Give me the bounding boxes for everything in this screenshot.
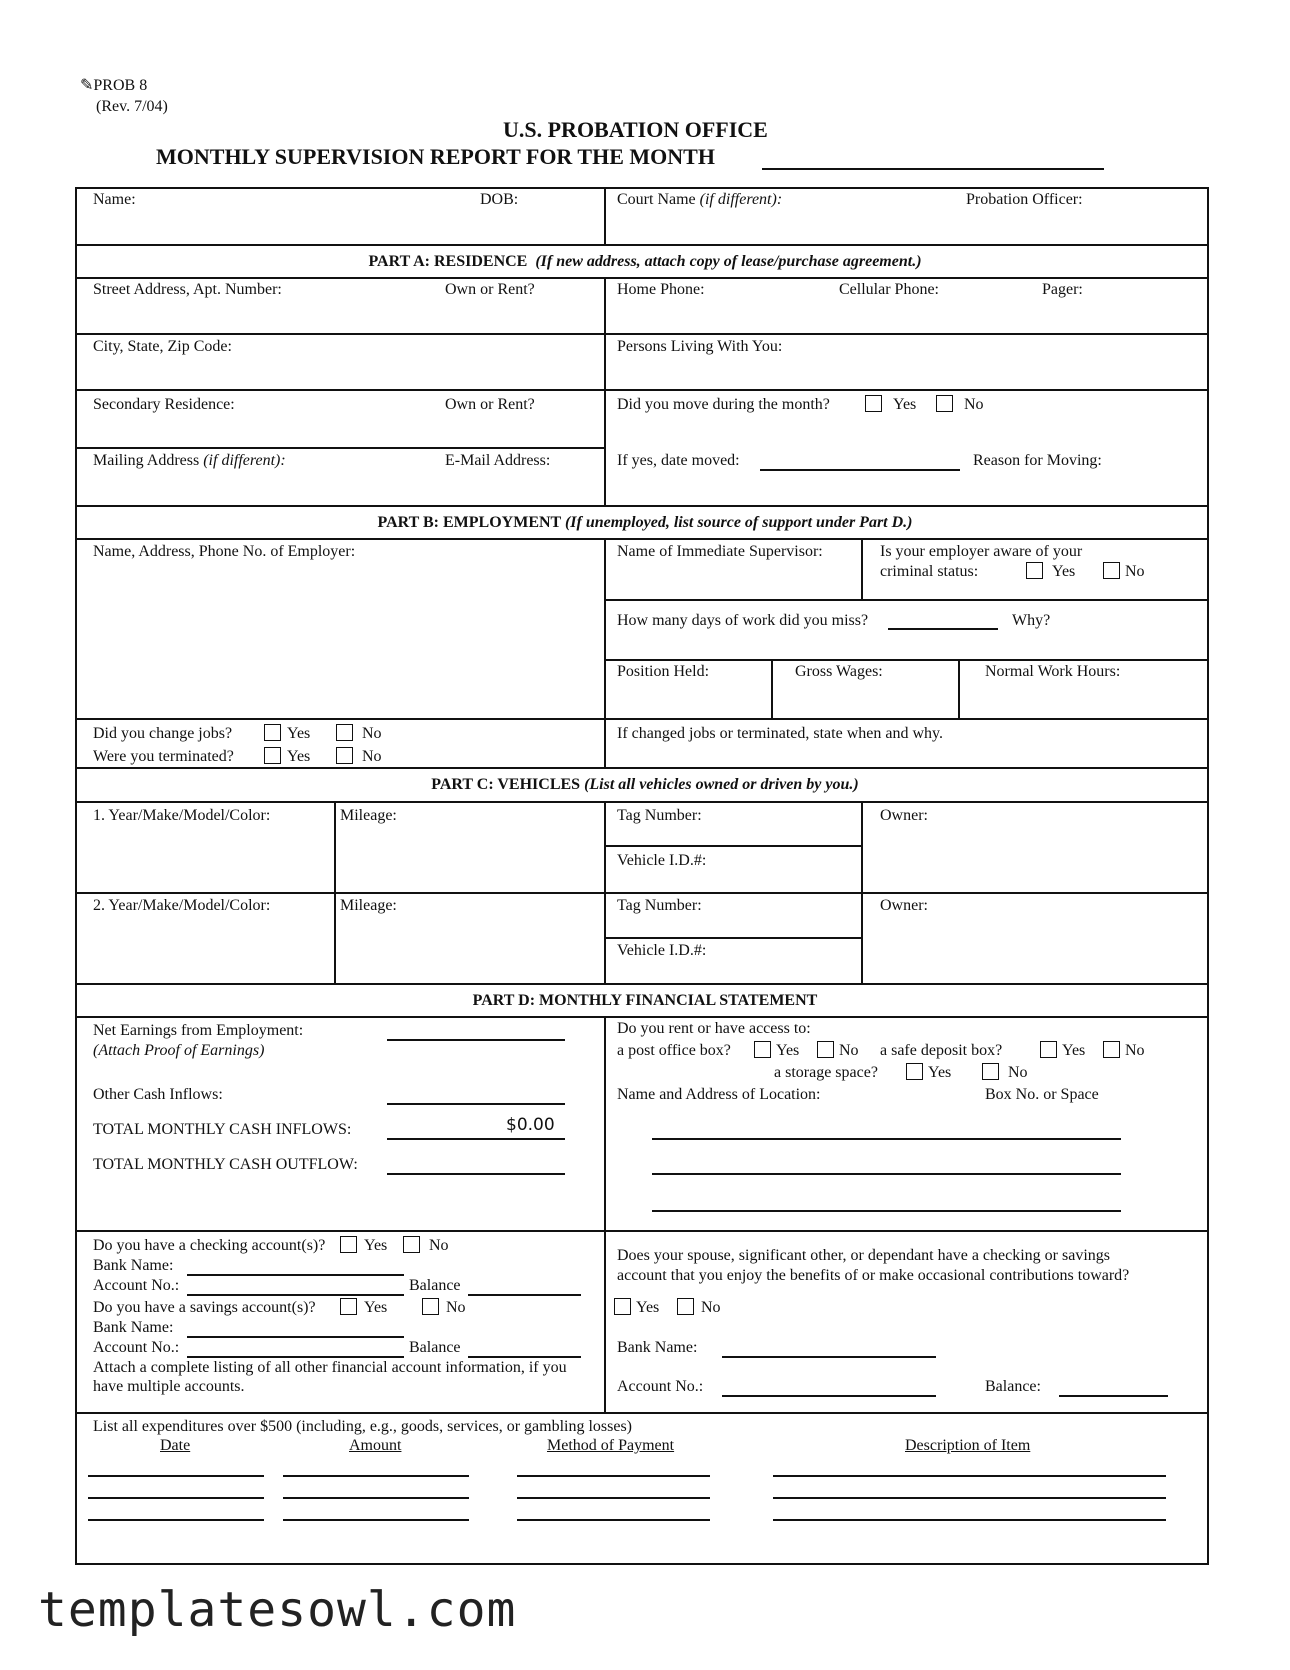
storage-yes-label: Yes	[928, 1064, 952, 1081]
wages-label: Gross Wages:	[795, 663, 883, 680]
po-box-no-label: No	[839, 1042, 859, 1059]
col-description-header: Description of Item	[905, 1437, 1031, 1454]
attach-proof-label: (Attach Proof of Earnings)	[93, 1042, 265, 1059]
aware-no-checkbox[interactable]	[1103, 562, 1120, 579]
divider	[604, 599, 1209, 601]
vehicle-1-label: 1. Year/Make/Model/Color:	[93, 807, 271, 824]
expenditures-label: List all expenditures over $500 (including, e.g., goods, services, or gambling losses)	[93, 1418, 633, 1435]
spouse-question-1: Does your spouse, significant other, or dependant have a checking or savings	[617, 1247, 1110, 1264]
divider	[75, 718, 1209, 720]
spouse-question-2: account that you enjoy the benefits of or make occasional contributions toward?	[617, 1267, 1130, 1284]
spouse-no-checkbox[interactable]	[677, 1298, 694, 1315]
checking-no-checkbox[interactable]	[403, 1236, 420, 1253]
change-jobs-yes-checkbox[interactable]	[264, 724, 281, 741]
vehicle-2-owner-label: Owner:	[880, 897, 928, 914]
days-missed-field[interactable]	[888, 628, 998, 630]
divider	[75, 1412, 1209, 1414]
total-inflows-value: $0.00	[506, 1115, 555, 1135]
part-b-header: PART B: EMPLOYMENT (If unemployed, list source of support under Part D.)	[377, 514, 913, 531]
box-no-label: Box No. or Space	[985, 1086, 1099, 1103]
net-earnings-field[interactable]	[387, 1039, 565, 1041]
vehicle-1-owner-label: Owner:	[880, 807, 928, 824]
terminated-no-label: No	[362, 748, 382, 765]
spouse-bank-name-label: Bank Name:	[617, 1339, 698, 1356]
persons-label: Persons Living With You:	[617, 338, 783, 355]
safe-deposit-label: a safe deposit box?	[880, 1042, 1003, 1059]
dob-label: DOB:	[480, 191, 519, 208]
checking-balance-field[interactable]	[468, 1294, 581, 1296]
po-box-no-checkbox[interactable]	[817, 1041, 834, 1058]
vehicle-1-mileage-label: Mileage:	[340, 807, 397, 824]
expense-amount-2[interactable]	[283, 1497, 469, 1499]
col-amount-header: Amount	[349, 1437, 402, 1454]
part-c-header: PART C: VEHICLES (List all vehicles owned or driven by you.)	[431, 776, 859, 793]
change-jobs-label: Did you change jobs?	[93, 725, 233, 742]
savings-yes-checkbox[interactable]	[340, 1298, 357, 1315]
form-id: ✎PROB 8	[80, 77, 148, 94]
divider	[75, 447, 605, 449]
expense-date-1[interactable]	[88, 1475, 264, 1477]
divider	[604, 845, 862, 847]
rent-access-label: Do you rent or have access to:	[617, 1020, 811, 1037]
terminated-no-checkbox[interactable]	[336, 747, 353, 764]
terminated-yes-label: Yes	[287, 748, 311, 765]
safe-deposit-no-label: No	[1125, 1042, 1145, 1059]
terminated-yes-checkbox[interactable]	[264, 747, 281, 764]
mailing-address-label: Mailing Address (if different):	[93, 452, 286, 469]
expense-method-2[interactable]	[517, 1497, 710, 1499]
vehicle-1-vin-label: Vehicle I.D.#:	[617, 852, 707, 869]
checking-balance-label: Balance	[409, 1277, 461, 1294]
divider	[75, 801, 1209, 803]
email-label: E-Mail Address:	[445, 452, 551, 469]
checking-bank-name-field[interactable]	[187, 1274, 404, 1276]
moved-yes-checkbox[interactable]	[865, 395, 882, 412]
vehicle-2-mileage-label: Mileage:	[340, 897, 397, 914]
work-hours-label: Normal Work Hours:	[985, 663, 1121, 680]
why-label: Why?	[1012, 612, 1051, 629]
aware-yes-checkbox[interactable]	[1026, 562, 1043, 579]
spouse-account-label: Account No.:	[617, 1378, 704, 1395]
spouse-balance-field[interactable]	[1059, 1395, 1168, 1397]
checking-no-label: No	[429, 1237, 449, 1254]
total-outflow-label: TOTAL MONTHLY CASH OUTFLOW:	[93, 1156, 358, 1173]
divider	[75, 1016, 1209, 1018]
moved-yes-label: Yes	[893, 396, 917, 413]
divider	[861, 538, 863, 600]
probation-officer-label: Probation Officer:	[966, 191, 1083, 208]
divider	[75, 333, 1209, 335]
divider	[604, 1016, 606, 1413]
date-moved-label: If yes, date moved:	[617, 452, 740, 469]
po-box-label: a post office box?	[617, 1042, 731, 1059]
savings-balance-label: Balance	[409, 1339, 461, 1356]
checking-account-label: Account No.:	[93, 1277, 180, 1294]
savings-bank-name-field[interactable]	[187, 1336, 404, 1338]
employer-aware-label: Is your employer aware of your	[880, 543, 1083, 560]
vehicle-2-label: 2. Year/Make/Model/Color:	[93, 897, 271, 914]
divider	[604, 659, 1209, 661]
expense-desc-3[interactable]	[773, 1519, 1166, 1521]
divider	[604, 277, 606, 507]
divider	[75, 983, 1209, 985]
report-title: MONTHLY SUPERVISION REPORT FOR THE MONTH	[156, 144, 715, 169]
spouse-bank-name-field[interactable]	[722, 1356, 936, 1358]
attach-listing-note-2: have multiple accounts.	[93, 1378, 245, 1395]
expense-method-3[interactable]	[517, 1519, 710, 1521]
col-date-header: Date	[160, 1437, 191, 1454]
checking-yes-checkbox[interactable]	[340, 1236, 357, 1253]
home-phone-label: Home Phone:	[617, 281, 705, 298]
expense-method-1[interactable]	[517, 1475, 710, 1477]
expense-desc-1[interactable]	[773, 1475, 1166, 1477]
divider	[771, 659, 773, 719]
divider	[75, 892, 1209, 894]
attach-listing-note-1: Attach a complete listing of all other financial account information, if you	[93, 1359, 567, 1376]
name-label: Name:	[93, 191, 136, 208]
supervisor-label: Name of Immediate Supervisor:	[617, 543, 823, 560]
divider	[75, 538, 1209, 540]
expense-date-3[interactable]	[88, 1519, 264, 1521]
storage-yes-checkbox[interactable]	[906, 1063, 923, 1080]
storage-no-label: No	[1008, 1064, 1028, 1081]
storage-no-checkbox[interactable]	[982, 1063, 999, 1080]
other-inflows-field[interactable]	[387, 1103, 565, 1105]
divider	[604, 538, 606, 768]
divider	[75, 277, 1209, 279]
total-outflow-field[interactable]	[387, 1173, 565, 1175]
net-earnings-label: Net Earnings from Employment:	[93, 1022, 304, 1039]
spouse-balance-label: Balance:	[985, 1378, 1041, 1395]
office-title: U.S. PROBATION OFFICE	[503, 117, 768, 142]
savings-question: Do you have a savings account(s)?	[93, 1299, 316, 1316]
expense-amount-3[interactable]	[283, 1519, 469, 1521]
change-jobs-yes-label: Yes	[287, 725, 311, 742]
checking-account-field[interactable]	[187, 1294, 404, 1296]
vehicle-1-tag-label: Tag Number:	[617, 807, 702, 824]
spouse-no-label: No	[701, 1299, 721, 1316]
expense-desc-2[interactable]	[773, 1497, 1166, 1499]
savings-account-label: Account No.:	[93, 1339, 180, 1356]
watermark: templatesowl.com	[38, 1582, 517, 1638]
total-inflows-label: TOTAL MONTHLY CASH INFLOWS:	[93, 1121, 352, 1138]
divider	[75, 767, 1209, 769]
safe-deposit-no-checkbox[interactable]	[1103, 1041, 1120, 1058]
divider	[958, 659, 960, 719]
location-line-2[interactable]	[652, 1173, 1121, 1175]
own-rent-label-2: Own or Rent?	[445, 396, 535, 413]
storage-label: a storage space?	[774, 1064, 878, 1081]
expense-date-2[interactable]	[88, 1497, 264, 1499]
change-jobs-no-label: No	[362, 725, 382, 742]
po-box-yes-checkbox[interactable]	[754, 1041, 771, 1058]
aware-yes-label: Yes	[1052, 563, 1076, 580]
terminated-label: Were you terminated?	[93, 748, 234, 765]
other-inflows-label: Other Cash Inflows:	[93, 1086, 223, 1103]
date-moved-field[interactable]	[760, 469, 960, 471]
secondary-residence-label: Secondary Residence:	[93, 396, 235, 413]
location-label: Name and Address of Location:	[617, 1086, 821, 1103]
aware-no-label: No	[1125, 563, 1145, 580]
days-missed-label: How many days of work did you miss?	[617, 612, 869, 629]
part-a-header: PART A: RESIDENCE (If new address, attach copy of lease/purchase agreement.)	[368, 253, 922, 270]
location-line-1[interactable]	[652, 1138, 1121, 1140]
divider	[604, 187, 606, 245]
cell-phone-label: Cellular Phone:	[839, 281, 939, 298]
divider	[75, 389, 1209, 391]
street-address-label: Street Address, Apt. Number:	[93, 281, 282, 298]
checking-question: Do you have a checking account(s)?	[93, 1237, 326, 1254]
change-jobs-no-checkbox[interactable]	[336, 724, 353, 741]
divider	[604, 937, 862, 939]
savings-yes-label: Yes	[364, 1299, 388, 1316]
part-d-header: PART D: MONTHLY FINANCIAL STATEMENT	[472, 992, 818, 1009]
divider	[75, 244, 1209, 246]
pager-label: Pager:	[1042, 281, 1083, 298]
spouse-yes-label: Yes	[636, 1299, 660, 1316]
reason-moving-label: Reason for Moving:	[973, 452, 1102, 469]
savings-bank-name-label: Bank Name:	[93, 1319, 174, 1336]
col-method-header: Method of Payment	[547, 1437, 675, 1454]
moved-question: Did you move during the month?	[617, 396, 830, 413]
position-label: Position Held:	[617, 663, 710, 680]
vehicle-2-vin-label: Vehicle I.D.#:	[617, 942, 707, 959]
report-month-field[interactable]	[762, 168, 1104, 170]
own-rent-label: Own or Rent?	[445, 281, 535, 298]
court-name-label: Court Name (if different):	[617, 191, 783, 208]
location-line-3[interactable]	[652, 1210, 1121, 1212]
savings-no-label: No	[446, 1299, 466, 1316]
moved-no-checkbox[interactable]	[936, 395, 953, 412]
safe-deposit-yes-checkbox[interactable]	[1040, 1041, 1057, 1058]
employer-label: Name, Address, Phone No. of Employer:	[93, 543, 356, 560]
moved-no-label: No	[964, 396, 984, 413]
total-inflows-field[interactable]	[387, 1138, 565, 1140]
checking-yes-label: Yes	[364, 1237, 388, 1254]
safe-deposit-yes-label: Yes	[1062, 1042, 1086, 1059]
spouse-yes-checkbox[interactable]	[614, 1298, 631, 1315]
divider	[75, 1230, 1209, 1232]
divider	[75, 505, 1209, 507]
po-box-yes-label: Yes	[776, 1042, 800, 1059]
criminal-status-label: criminal status:	[880, 563, 979, 580]
checking-bank-name-label: Bank Name:	[93, 1257, 174, 1274]
changed-jobs-note: If changed jobs or terminated, state when and why.	[617, 725, 943, 742]
vehicle-2-tag-label: Tag Number:	[617, 897, 702, 914]
city-label: City, State, Zip Code:	[93, 338, 232, 355]
spouse-account-field[interactable]	[722, 1395, 936, 1397]
expense-amount-1[interactable]	[283, 1475, 469, 1477]
savings-no-checkbox[interactable]	[422, 1298, 439, 1315]
form-revision: (Rev. 7/04)	[96, 98, 168, 115]
